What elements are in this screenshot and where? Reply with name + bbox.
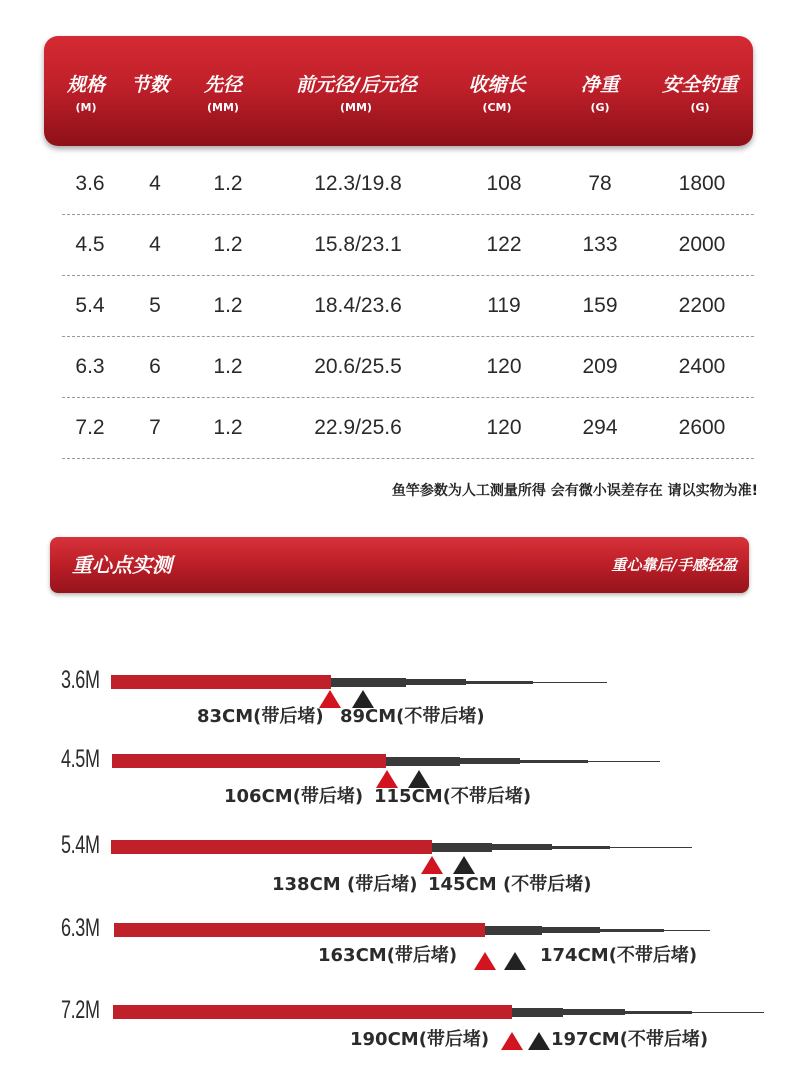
cell-diameters: 18.4/23.6 — [314, 294, 402, 317]
rod-section — [692, 1012, 764, 1013]
cell-safe-load: 2200 — [678, 294, 726, 317]
header-tip-diameter: 先径 (MM) — [203, 74, 242, 114]
balance-with-cap-text: 83CM(带后堵) — [197, 706, 324, 727]
cell-tip-diameter: 1.2 — [213, 172, 243, 195]
rod-size-label: 5.4M — [61, 831, 100, 859]
cell-diameters: 20.6/25.5 — [314, 355, 402, 378]
rod-section — [610, 847, 692, 848]
cell-net-weight: 159 — [582, 294, 618, 317]
table-row — [62, 397, 754, 459]
balance-marker-without-cap-icon — [528, 1032, 550, 1050]
rod-section — [460, 758, 520, 764]
cell-sections: 7 — [149, 416, 161, 439]
balance-without-cap-text: 145CM (不带后堵) — [428, 874, 592, 895]
rod-section — [563, 1009, 625, 1015]
cell-spec: 7.2 — [75, 416, 105, 439]
cell-closed-length: 120 — [486, 416, 522, 439]
rod-butt-section — [111, 840, 432, 854]
header-spec: 规格 (M) — [66, 74, 105, 114]
cell-tip-diameter: 1.2 — [213, 233, 243, 256]
rod-section — [625, 1011, 692, 1014]
header-closed-length: 收缩长 (CM) — [468, 74, 526, 114]
balance-with-cap-text: 190CM(带后堵) — [350, 1029, 490, 1050]
header-butt-diameter: 前元径/后元径 (MM) — [296, 74, 417, 114]
rod-section — [600, 929, 664, 932]
header-sections: 节数 — [130, 74, 169, 96]
rod-butt-section — [112, 754, 386, 768]
balance-marker-with-cap-icon — [474, 952, 496, 970]
cell-net-weight: 78 — [588, 172, 612, 195]
table-header-bar — [44, 36, 753, 146]
cell-safe-load: 2000 — [678, 233, 726, 256]
rod-size-label: 4.5M — [61, 745, 100, 773]
cell-safe-load: 1800 — [678, 172, 726, 195]
rod-butt-section — [114, 923, 485, 937]
balance-marker-without-cap-icon — [504, 952, 526, 970]
rod-section — [466, 681, 533, 684]
balance-with-cap-text: 138CM (带后堵) — [272, 874, 418, 895]
table-row — [62, 214, 754, 276]
section-subtitle: 重心靠后/手感轻盈 — [611, 556, 737, 574]
cell-diameters: 12.3/19.8 — [314, 172, 402, 195]
rod-section — [520, 760, 588, 763]
cell-safe-load: 2600 — [678, 416, 726, 439]
cell-spec: 3.6 — [75, 172, 105, 195]
rod-section — [432, 843, 492, 852]
cell-sections: 4 — [149, 233, 161, 256]
rod-butt-section — [113, 1005, 512, 1019]
rod-section — [512, 1008, 563, 1017]
cell-net-weight: 133 — [582, 233, 618, 256]
cell-diameters: 15.8/23.1 — [314, 233, 402, 256]
rod-size-label: 3.6M — [61, 666, 100, 694]
cell-diameters: 22.9/25.6 — [314, 416, 402, 439]
rod-section — [485, 926, 542, 935]
rod-section — [406, 679, 466, 685]
rod-section — [664, 930, 710, 931]
balance-without-cap-text: 89CM(不带后堵) — [340, 706, 485, 727]
cell-closed-length: 108 — [486, 172, 522, 195]
cell-spec: 6.3 — [75, 355, 105, 378]
rod-butt-section — [111, 675, 331, 689]
cell-sections: 4 — [149, 172, 161, 195]
cell-closed-length: 122 — [486, 233, 522, 256]
rod-size-label: 6.3M — [61, 914, 100, 942]
balance-without-cap-text: 197CM(不带后堵) — [551, 1029, 709, 1050]
header-safe-load: 安全钓重 (G) — [661, 74, 738, 114]
balance-without-cap-text: 174CM(不带后堵) — [540, 945, 698, 966]
cell-tip-diameter: 1.2 — [213, 294, 243, 317]
cell-safe-load: 2400 — [678, 355, 726, 378]
table-row — [62, 275, 754, 337]
cell-tip-diameter: 1.2 — [213, 416, 243, 439]
table-row — [62, 336, 754, 398]
cell-spec: 4.5 — [75, 233, 105, 256]
section-title: 重心点实测 — [72, 553, 172, 577]
balance-section-header — [50, 537, 749, 593]
balance-without-cap-text: 115CM(不带后堵) — [374, 786, 532, 807]
rod-section — [492, 844, 552, 850]
rod-section — [542, 927, 600, 933]
cell-sections: 6 — [149, 355, 161, 378]
cell-tip-diameter: 1.2 — [213, 355, 243, 378]
rod-section — [588, 761, 660, 762]
header-net-weight: 净重 (G) — [580, 74, 619, 114]
cell-spec: 5.4 — [75, 294, 105, 317]
rod-section — [331, 678, 406, 687]
rod-section — [533, 682, 607, 683]
table-row — [62, 153, 754, 215]
cell-sections: 5 — [149, 294, 161, 317]
rod-section — [386, 757, 460, 766]
balance-with-cap-text: 106CM(带后堵) — [224, 786, 364, 807]
rod-section — [552, 846, 610, 849]
cell-closed-length: 119 — [487, 294, 521, 317]
rod-size-label: 7.2M — [61, 996, 100, 1024]
cell-closed-length: 120 — [486, 355, 522, 378]
measurement-note: 鱼竿参数为人工测量所得 会有微小误差存在 请以实物为准! — [391, 483, 758, 499]
balance-with-cap-text: 163CM(带后堵) — [318, 945, 458, 966]
balance-marker-with-cap-icon — [501, 1032, 523, 1050]
cell-net-weight: 294 — [582, 416, 618, 439]
cell-net-weight: 209 — [582, 355, 618, 378]
